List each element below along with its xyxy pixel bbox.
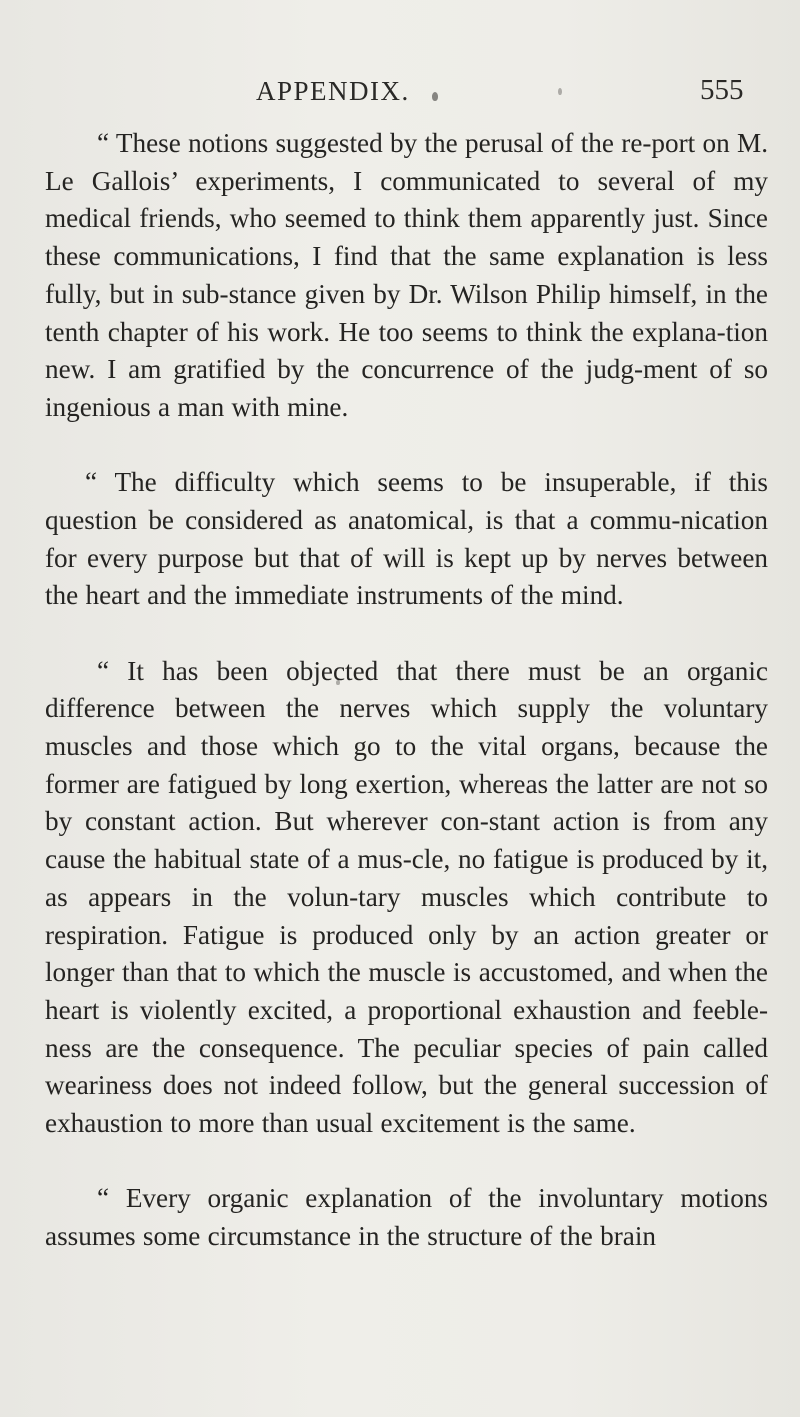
- paragraph: “ The difficulty which seems to be insuperable, if this question be considered as anatomical, is that a commu-nication for every purpose but that of will is kept up by nerves between the heart and the immediate instruments of the mind.: [45, 467, 768, 611]
- paragraph: “ It has been objected that there must be an organic difference between the nerves which supply the voluntary muscles and those which go to the vital organs, because the former are fatigued by long exertion, whereas the latter are not so by constant action. But wherever con-stant action is from any cause the habitual state of a mus-cle, no fatigue is produced by it, as appears in the volun-tary muscles which contribute to respiration. Fatigue is produced only by an action greater or longer than that to which the muscle is accustomed, and when the heart is violently excited, a proportional exhaustion and feeble-ness are the consequence. The peculiar species of pain called weariness does not indeed follow, but the general succession of exhaustion to more than usual excitement is the same.: [45, 655, 768, 1139]
- body-text: [45, 125, 768, 1256]
- ink-speck: [432, 92, 438, 101]
- paragraph: “ These notions suggested by the perusal of the re-port on M. Le Gallois’ experiments, I communicated to several of my medical friends, who seemed to think them apparently just. Since these communications, I find that the same explanation is less fully, but in sub-stance given by Dr. Wilson Philip himself, in the tenth chapter of his work. He too seems to think the explana-tion new. I am gratified by the concurrence of the judg-ment of so ingenious a man with mine.: [45, 128, 768, 422]
- ink-speck: [558, 88, 562, 95]
- running-head: [0, 76, 800, 116]
- page-number: 555: [700, 74, 744, 106]
- running-title: APPENDIX.: [256, 76, 410, 106]
- paragraph: “ Every organic explanation of the involuntary motions assumes some circumstance in the structure of the brain: [45, 1183, 768, 1252]
